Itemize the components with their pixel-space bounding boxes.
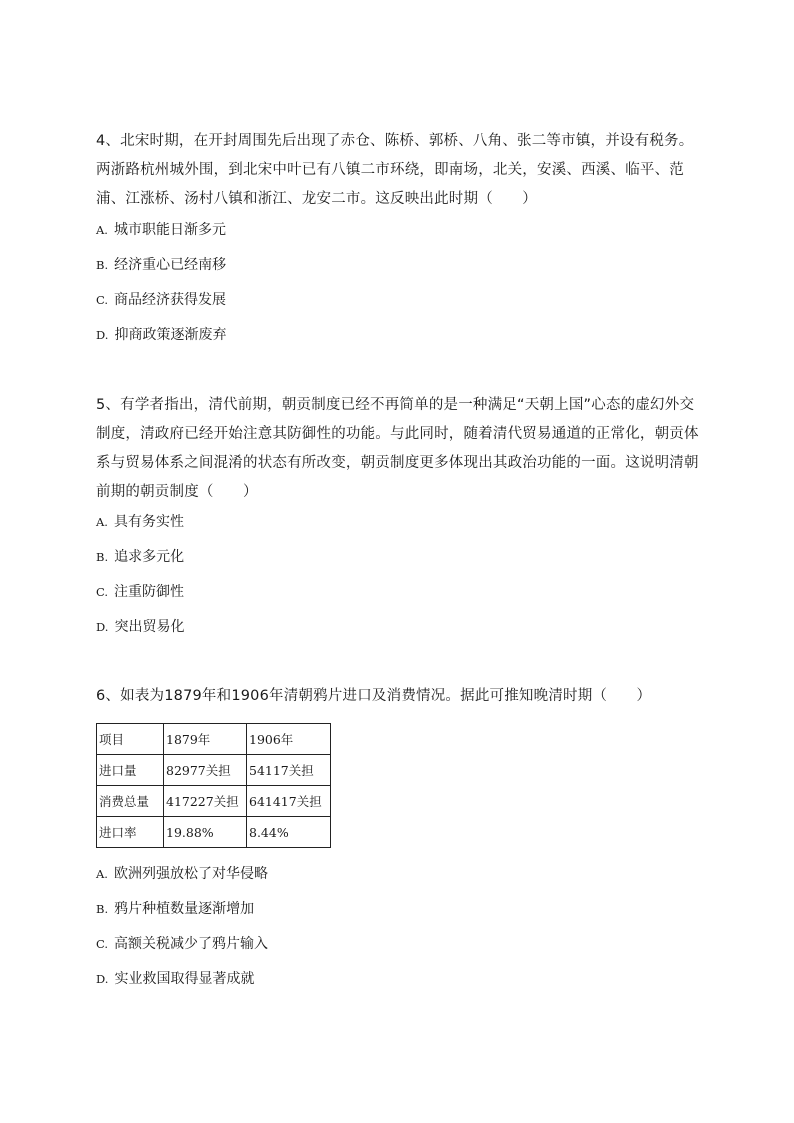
option-text: 欧洲列强放松了对华侵略: [113, 866, 268, 882]
question-4-option-d: [96, 325, 226, 345]
option-text: 突出贸易化: [114, 619, 185, 635]
question-5-option-b: [96, 547, 184, 567]
table-row: [97, 817, 331, 848]
option-text: 注重防御性: [114, 584, 185, 600]
question-5-option-c: [96, 582, 184, 602]
question-5: [96, 391, 706, 507]
table-cell: 54117关担: [247, 755, 331, 786]
option-text: 实业救国取得显著成就: [114, 971, 255, 987]
option-text: 高额关税减少了鸦片输入: [114, 936, 269, 952]
question-5-option-d: [96, 617, 184, 637]
option-text: 商品经济获得发展: [114, 292, 227, 308]
option-letter: C.: [96, 585, 109, 599]
question-4: [96, 127, 706, 214]
question-4-option-a: [96, 220, 226, 240]
table-row: [97, 724, 331, 755]
question-5-option-a: [96, 512, 184, 532]
option-letter: D.: [96, 328, 109, 342]
table-cell: 1879年: [164, 724, 247, 755]
table-cell: 19.88%: [164, 817, 247, 848]
table-cell: 进口率: [97, 817, 164, 848]
option-letter: C.: [96, 293, 109, 307]
question-6: [96, 682, 706, 711]
table-cell: 进口量: [97, 755, 164, 786]
option-text: 抑商政策逐渐废弃: [114, 327, 227, 343]
question-5-stem: 5、有学者指出，清代前期，朝贡制度已经不再简单的是一种满足“天朝上国”心态的虚幻外交制度，清政府已经开始注意其防御性的功能。与此同时，随着清代贸易通道的正常化，朝贡体系与贸易体系之间混淆的状态有所改变，朝贡制度更多体现出其政治功能的一面。这说明清朝前期的朝贡制度（ ）: [96, 397, 699, 500]
table-row: [97, 786, 331, 817]
question-4-stem: 4、北宋时期，在开封周围先后出现了赤仓、陈桥、郭桥、八角、张二等市镇，并设有税务。两浙路杭州城外围，到北宋中叶已有八镇二市环绕，即南场，北关，安溪、西溪、临平、范浦、江涨桥、汤村八镇和浙江、龙安二市。这反映出此时期（ ）: [96, 133, 694, 207]
question-6-stem: 6、如表为1879年和1906年清朝鸦片进口及消费情况。据此可推知晚清时期（ ）: [96, 688, 652, 704]
question-6-option-b: [96, 899, 254, 919]
question-6-option-a: [96, 864, 268, 884]
option-letter: C.: [96, 937, 109, 951]
question-4-option-c: [96, 290, 226, 310]
option-letter: A.: [96, 867, 108, 881]
table-cell: 1906年: [247, 724, 331, 755]
option-text: 经济重心已经南移: [114, 257, 227, 273]
question-6-option-c: [96, 934, 268, 954]
question-6-option-d: [96, 969, 254, 989]
table-row: [97, 755, 331, 786]
table-cell: 417227关担: [164, 786, 247, 817]
opium-data-table: [96, 723, 331, 848]
option-letter: A.: [96, 223, 108, 237]
table-cell: 82977关担: [164, 755, 247, 786]
option-text: 鸦片种植数量逐渐增加: [114, 901, 255, 917]
table-cell: 项目: [97, 724, 164, 755]
table-cell: 消费总量: [97, 786, 164, 817]
question-4-option-b: [96, 255, 226, 275]
option-letter: D.: [96, 972, 109, 986]
option-letter: D.: [96, 620, 109, 634]
table-cell: 8.44%: [247, 817, 331, 848]
option-letter: A.: [96, 515, 108, 529]
option-text: 具有务实性: [113, 514, 184, 530]
option-letter: B.: [96, 902, 109, 916]
option-text: 城市职能日渐多元: [113, 222, 226, 238]
option-letter: B.: [96, 550, 109, 564]
option-letter: B.: [96, 258, 109, 272]
table-cell: 641417关担: [247, 786, 331, 817]
option-text: 追求多元化: [114, 549, 185, 565]
